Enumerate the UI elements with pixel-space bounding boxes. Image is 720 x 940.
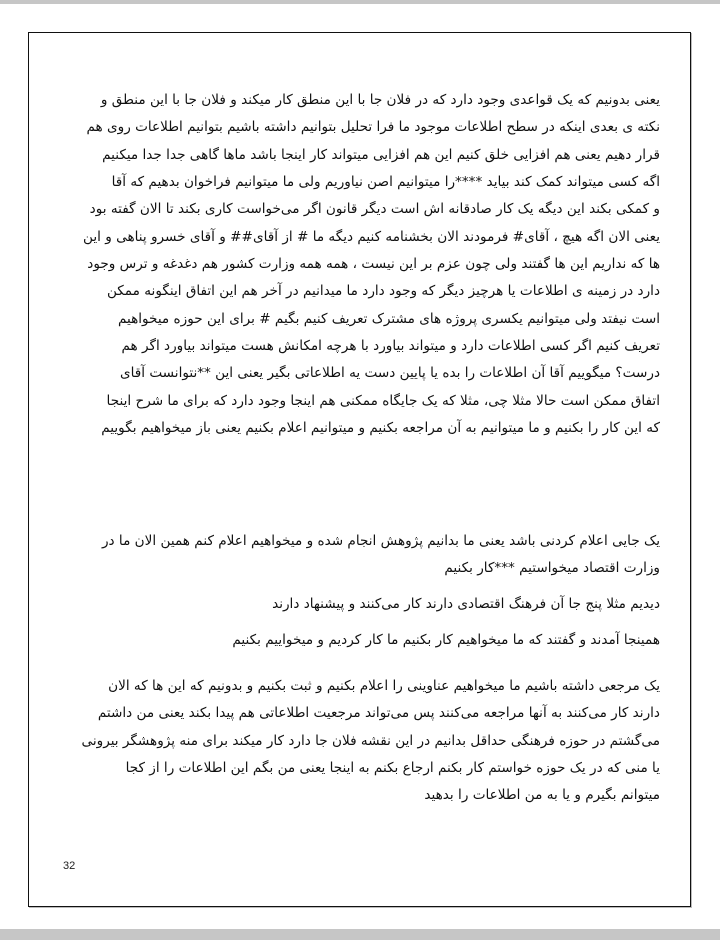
text-line: دارند کار می‌کنند به آنها مراجعه می‌کنند پس می‌تواند مرجعیت اطلاعاتی هم پیدا بکند یعنی من داشتم: [97, 705, 660, 722]
text-line: یک مرجعی داشته باشیم ما میخواهیم عناوینی را اعلام بکنیم و ثبت بکنیم و بدونیم که این ها که الان: [108, 678, 660, 694]
text-line: وزارت اقتصاد میخواستیم ***کار بکنیم: [444, 560, 660, 576]
viewer-bottom-bar: [0, 929, 720, 940]
viewer-top-bar: [0, 0, 720, 4]
text-line: و کمکی بکند این دیگه یک کار صادقانه اش است دیگر قانون اگر می‌خواست کاری بکند تا الان گفته بود: [89, 201, 660, 218]
text-line: درست؟ میگوییم آقا آن اطلاعات را بده یا پایین دست یه اطلاعاتی بگیر یعنی این **نتوانست آقای: [119, 365, 660, 382]
text-line: یعنی الان اگه هیچ ، آقای# فرمودند الان بخشنامه کنیم دیگه ما # از آقای## و آقای خسرو پناهی و این: [83, 228, 660, 245]
text-line: اتفاق ممکن است حالا مثلا چی، مثلا که یک جایگاه ممکنی هم اینجا وجود دارد که برای ما شرح اینجا: [106, 392, 660, 409]
document-page: [28, 32, 691, 907]
text-line: دارد در زمینه ی اطلاعات یا هرچیز دیگر که وجود دارد ما میدانیم در آخر هم این اتفاق اینگونه ممکن: [106, 283, 660, 300]
text-line: دیدیم مثلا پنج جا آن فرهنگ اقتصادی دارند کار می‌کنند و پیشنهاد دارند: [272, 596, 660, 612]
page-number: 32: [63, 860, 76, 872]
text-line: میتوانم بگیرم و یا به من اطلاعات را بدهید: [424, 787, 660, 804]
text-line: ها که نداریم این ها گفتند ولی چون عزم بر این نیست ، همه همه وزارت کشور هم دغدغه و ترس وجود: [87, 256, 660, 272]
text-line: اگه کسی میتواند کمک کند بیاید ****را میتوانیم اصن نیاوریم ولی ما میتوانیم فراخوان بدهیم که آقا: [111, 174, 660, 190]
text-line: است نیفتد ولی میتوانیم یکسری پروژه های مشترک تعریف کنیم بگیم # برای این حوزه میخواهیم: [117, 310, 660, 327]
text-line: نکته ی بعدی اینکه در سطح اطلاعات موجود ما فرا تحلیل بتوانیم داشته باشیم بتوانیم اطلاعات روی هم: [86, 119, 660, 136]
text-line: می‌گشتم در حوزه فرهنگی حداقل بدانیم در این نقشه فلان جا دارد کار میکند برای منه پژوهشگر بیرونی: [81, 732, 660, 749]
text-line: تعریف کنیم اگر کسی اطلاعات دارد و میتواند بیاورد با هرچه امکانش هست میتواند بیاورد اگر هم: [121, 338, 660, 354]
text-line: که این کار را بکنیم و ما میتوانیم به آن مراجعه بکنیم و میتوانیم اعلام بکنیم یعنی باز میخواهیم بگوییم: [101, 420, 660, 436]
text-line: یعنی بدونیم که یک قواعدی وجود دارد که در فلان جا با این منطق کار میکند و فلان جا با این منطق و: [100, 92, 660, 108]
text-line: یا منی که در یک حوزه خواستم کار بکنم ارجاع بکنم به اینجا یعنی من بگم این اطلاعات را از کجا: [125, 760, 660, 776]
text-line: همینجا آمدند و گفتند که ما میخواهیم کار بکنیم ما کار کردیم و میخواییم بکنیم: [232, 632, 660, 648]
text-line: یک جایی اعلام کردنی باشد یعنی ما بدانیم پژوهش انجام شده و میخواهیم اعلام کنم همین الان ما در: [101, 533, 660, 549]
text-line: قرار دهیم یعنی هم افزایی خلق کنیم این هم افزایی میتواند کار اینجا باشد ماها گاهی جدا جدا میکنیم: [102, 146, 660, 163]
